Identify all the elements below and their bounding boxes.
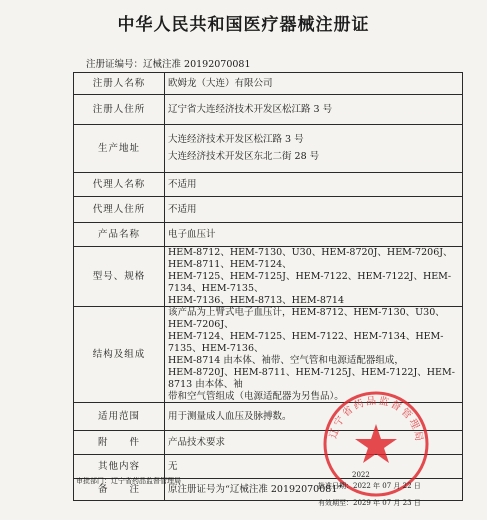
structure-line: HEM-8714 由本体、袖带、空气管和电源适配器组成， [168,354,404,366]
row-label: 代理人住所 [74,197,165,223]
table-row [74,223,463,247]
model-line: HEM-7125、HEM-7125J、HEM-7122、HEM-7122J、HEM-7134、HEM-7135、 [168,270,452,294]
row-label: 产品名称 [74,223,165,247]
table-row [74,173,463,197]
approval-date-short: 2022 [352,471,370,479]
row-label: 代理人名称 [74,173,165,197]
structure-line: 带和空气管组成（电源适配器为另售品）。 [168,390,344,402]
row-value: 辽宁省大连经济技术开发区松江路 3 号 [165,95,463,125]
model-line: HEM-8712、HEM-7130、U30、HEM-8720J、HEM-7206J、HEM-8711、HEM-7124、 [168,247,453,270]
approving-authority: 审批部门：辽宁省药品监督管理局 [76,477,181,485]
row-value: 不适用 [165,173,463,197]
row-label: 生产地址 [74,125,165,173]
row-label: 型号、规格 [74,247,165,307]
table-row [74,247,463,307]
structure-line: HEM-7124、HEM-7125、HEM-7122、HEM-7134、HEM-7135、HEM-7136、 [168,331,444,354]
structure-line: HEM-8720J、HEM-8711、HEM-7125J、HEM-7122J、HEM-8713 由本体、袖 [168,366,455,390]
table-row [74,125,463,173]
row-label: 附 件 [74,431,165,455]
row-value: 不适用 [165,197,463,223]
document-title: 中华人民共和国医疗器械注册证 [117,15,370,35]
row-label: 注册人名称 [74,73,165,95]
seal-text-path: 辽宁省药品监督管理局 [328,395,425,445]
table-row [74,307,463,403]
row-label: 其他内容 [74,455,165,479]
table-row [74,431,463,455]
row-value: 用于测量成人血压及脉搏数。 [165,403,463,431]
row-value: 欧姆龙（大连）有限公司 [165,73,463,95]
model-line: HEM-7136、HEM-8713、HEM-8714 [168,294,345,306]
production-address-line: 大连经济技术开发区松江路 3 号 [168,134,304,146]
row-value [165,247,463,307]
row-value: 原注册证号为“辽械注准 20192070081” [165,479,463,501]
row-label: 备 注 [74,479,165,501]
valid-until: 有效期至：2029 年 07 月 23 日 [318,499,421,508]
production-address-line: 大连经济技术开发区东北二街 28 号 [168,151,320,162]
approval-info [318,470,421,510]
row-value [165,125,463,173]
table-row [74,403,463,431]
table-row [74,73,463,95]
row-value: 产品技术要求 [165,431,463,455]
structure-line: 该产品为上臂式电子血压计，HEM-8712、HEM-7130、U30、HEM-7206J、 [168,307,445,331]
registration-number-value: 辽械注准 20192070081 [143,59,251,70]
row-value: 无 [165,455,463,479]
row-label: 适用范围 [74,403,165,431]
row-label: 注册人住所 [74,95,165,125]
registration-number-line [86,56,251,70]
row-value: 电子血压计 [165,223,463,247]
row-label: 结构及组成 [74,307,165,403]
registration-number-label: 注册证编号： [86,59,144,70]
approval-date: 批准日期：2022 年 07 月 22 日 [318,482,421,491]
certificate-table [73,72,463,501]
table-row [74,95,463,125]
table-row [74,197,463,223]
row-value [165,307,463,403]
